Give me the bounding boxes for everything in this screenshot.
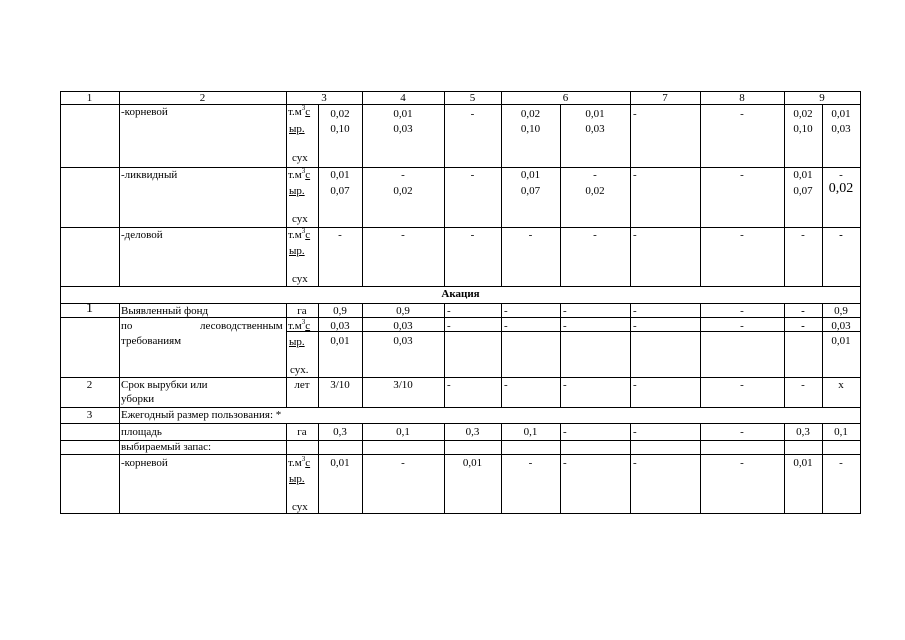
cell-value: - <box>839 169 843 181</box>
cell-value: - <box>633 426 637 438</box>
cell-value: 0,9 <box>396 305 410 317</box>
cell-value: 0,03 <box>330 320 350 332</box>
cell-value: - <box>633 320 637 332</box>
column-rule <box>119 303 120 514</box>
cell-value: 0,02 <box>520 108 541 120</box>
cell-value: 0,07 <box>330 185 350 197</box>
cell-value: - <box>563 379 567 391</box>
cell-value: 0,1 <box>396 426 410 438</box>
cell-value: 3/10 <box>393 379 413 391</box>
column-rule <box>362 303 363 407</box>
cell-value: 0,01 <box>330 169 350 181</box>
cell-value: 0,3 <box>465 426 480 438</box>
row-label-term: Срок вырубки или <box>121 379 208 391</box>
cell-value: 0,01 <box>831 108 851 120</box>
cell-value: 0,03 <box>831 123 851 135</box>
column-rule <box>700 303 701 407</box>
cell-value: x <box>838 379 844 391</box>
column-rule <box>501 303 502 407</box>
cell-value: - <box>504 305 508 317</box>
cell-value: - <box>593 169 597 181</box>
cell-value: - <box>740 320 744 332</box>
unit-m3: $т.м^3с$ <box>288 167 311 181</box>
cell-value: 0,03 <box>393 123 413 135</box>
cell-value: - <box>839 229 843 241</box>
cell-value: - <box>740 229 744 241</box>
cell-value: - <box>447 379 451 391</box>
header-col-2: 2 <box>199 92 206 104</box>
cell-value: - <box>633 457 637 469</box>
cell-value: 3/10 <box>330 379 350 391</box>
cell-value: 0,07 <box>793 185 813 197</box>
cell-value: - <box>447 305 451 317</box>
cell-value: - <box>504 320 508 332</box>
cell-value: 0,01 <box>793 457 813 469</box>
unit-dry-1: ыр. <box>289 336 305 348</box>
cell-value: - <box>447 320 451 332</box>
cell-value: 0,03 <box>831 320 851 332</box>
table-border-right <box>860 91 861 514</box>
cell-value: - <box>401 169 405 181</box>
cell-value: - <box>633 108 637 120</box>
row-number: 2 <box>86 379 93 391</box>
row-rule <box>60 454 861 455</box>
cell-value: - <box>801 305 805 317</box>
cell-value: - <box>740 379 744 391</box>
cell-value: 0,02 <box>585 185 605 197</box>
cell-value: 0,9 <box>333 305 347 317</box>
cell-value: 0,07 <box>520 185 541 197</box>
row-rule <box>60 227 861 228</box>
cell-value: - <box>740 457 744 469</box>
column-rule <box>560 303 561 407</box>
cell-value: 0,9 <box>834 305 848 317</box>
cell-value: 0,01 <box>393 108 413 120</box>
row-label-term: уборки <box>121 393 155 405</box>
unit-dry-1: ыр. <box>289 473 305 485</box>
cell-value: 0,01 <box>793 169 813 181</box>
cell-value: - <box>504 379 508 391</box>
header-col-1: 1 <box>86 92 93 104</box>
cell-value: - <box>801 379 805 391</box>
header-col-6: 6 <box>562 92 569 104</box>
column-rule <box>700 91 701 286</box>
header-col-7: 7 <box>662 92 668 104</box>
unit-dry-1: ыр. <box>289 185 305 197</box>
cell-value: - <box>740 169 744 181</box>
column-rule <box>286 91 287 286</box>
unit-ha: га <box>297 426 307 438</box>
row-rule <box>60 286 861 287</box>
row-label-area: площадь <box>121 426 162 438</box>
header-col-9: 9 <box>819 92 825 104</box>
row-rule <box>60 407 861 408</box>
cell-value: - <box>470 229 475 241</box>
cell-value: - <box>528 229 533 241</box>
column-rule <box>630 91 631 286</box>
column-rule <box>286 303 287 407</box>
unit-dry-1: ыр. <box>289 245 305 257</box>
column-rule <box>784 303 785 407</box>
unit-dry-2: сух <box>292 273 308 285</box>
header-rule <box>60 104 861 105</box>
cell-value: - <box>401 229 405 241</box>
unit-dry-2: сух. <box>290 364 309 376</box>
cell-value: - <box>801 320 805 332</box>
cell-value: 0,10 <box>793 123 813 135</box>
cell-value: 0,10 <box>520 123 541 135</box>
table-border-bottom <box>60 513 861 514</box>
column-rule <box>560 423 561 514</box>
row-label-business: -деловой <box>121 229 163 241</box>
row-label-fund: Выявленный фонд <box>121 305 209 317</box>
row-label-liquid: -ликвидный <box>121 169 178 181</box>
row-label-root2: -корневой <box>121 457 168 469</box>
header-col-3: 3 <box>321 92 327 104</box>
unit-dry-2: сух <box>292 213 308 225</box>
column-rule <box>630 303 631 407</box>
cell-value: - <box>633 169 637 181</box>
unit-m3: $т.м^3с$ <box>288 318 311 332</box>
cell-value: 0,01 <box>330 335 350 347</box>
cell-value: 0,1 <box>834 426 848 438</box>
row-label-annual: Ежегодный размер пользования: * <box>121 409 282 421</box>
cell-value: 0,03 <box>393 335 413 347</box>
cell-value: - <box>563 426 567 438</box>
cell-value: - <box>470 108 475 120</box>
row-number: 3 <box>86 409 93 421</box>
column-rule <box>444 91 445 286</box>
cell-value: 0,02 <box>793 108 813 120</box>
cell-value: 0,1 <box>523 426 538 438</box>
row-rule <box>60 317 861 318</box>
header-col-4: 4 <box>400 92 406 104</box>
row-label-fund: требованиям <box>121 335 182 347</box>
section-title: Акация <box>441 288 480 300</box>
cell-value: 0,10 <box>330 123 350 135</box>
row-label-fund: лесоводственным <box>200 320 283 332</box>
row-label-stock: выбираемый запас: <box>121 441 212 453</box>
cell-value: - <box>563 305 567 317</box>
cell-value: 0,01 <box>520 169 541 181</box>
cell-value: - <box>593 229 597 241</box>
cell-value: 0,03 <box>393 320 413 332</box>
cell-value: 0,03 <box>585 123 605 135</box>
cell-value: - <box>633 379 637 391</box>
cell-value: - <box>740 108 744 120</box>
cell-value: - <box>563 320 567 332</box>
cell-value: 0,3 <box>333 426 347 438</box>
cell-value: 0,02 <box>393 185 413 197</box>
cell-value: - <box>470 169 475 181</box>
row-label-fund: по <box>121 320 133 332</box>
unit-m3: $т.м^3с$ <box>288 227 311 241</box>
cell-value: - <box>633 305 637 317</box>
unit-m3: $т.м^3с$ <box>288 104 311 118</box>
cell-value: - <box>563 457 567 469</box>
cell-value: 0,02 <box>828 181 854 196</box>
cell-value: 0,01 <box>831 335 851 347</box>
cell-value: - <box>801 229 805 241</box>
header-col-5: 5 <box>469 92 476 104</box>
cell-value: 0,02 <box>330 108 350 120</box>
row-rule <box>60 423 861 424</box>
row-label-root: -корневой <box>121 106 168 118</box>
unit-dry-2: сух <box>292 152 308 164</box>
cell-value: - <box>528 457 533 469</box>
header-col-8: 8 <box>739 92 745 104</box>
unit-dry-2: сух <box>292 501 308 513</box>
forest-use-table <box>60 91 861 514</box>
cell-value: - <box>401 457 405 469</box>
cell-value: - <box>740 305 744 317</box>
unit-years: лет <box>294 379 310 391</box>
column-rule <box>119 91 120 286</box>
row-rule <box>60 303 861 304</box>
cell-value: - <box>338 229 342 241</box>
column-rule <box>630 423 631 514</box>
row-rule <box>60 377 861 378</box>
cell-value: 0,3 <box>796 426 810 438</box>
cell-value: - <box>633 229 637 241</box>
row-rule <box>60 167 861 168</box>
cell-value: - <box>740 426 744 438</box>
unit-m3: $т.м^3с$ <box>288 455 311 469</box>
row-number: 1 <box>86 301 93 316</box>
unit-dry-1: ыр. <box>289 123 305 135</box>
cell-value: 0,01 <box>462 457 483 469</box>
column-rule <box>444 303 445 407</box>
column-rule <box>318 303 319 407</box>
cell-value: - <box>839 457 843 469</box>
cell-value: 0,01 <box>330 457 350 469</box>
table-border-left <box>60 91 61 514</box>
column-rule <box>822 303 823 407</box>
cell-value: 0,01 <box>585 108 605 120</box>
unit-ha: га <box>297 305 307 317</box>
